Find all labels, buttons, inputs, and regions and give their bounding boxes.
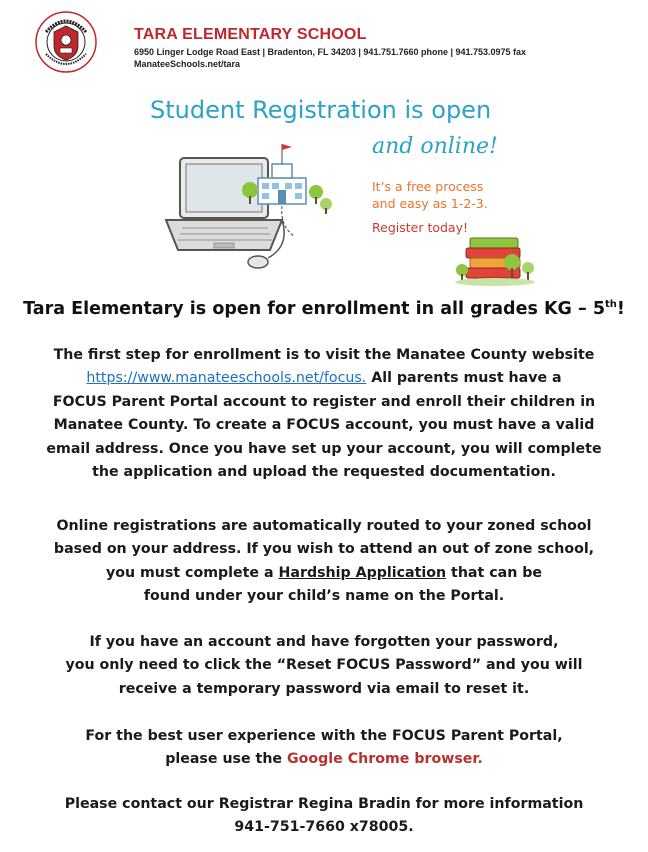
enrollment-instructions — [20, 344, 628, 484]
para1-line1: The first step for enrollment is to visit the Manatee County website — [53, 347, 595, 363]
browser-recommendation — [20, 725, 628, 772]
para3-line2: you only need to click the “Reset FOCUS Password” and you will — [65, 657, 583, 674]
para2-line4: found under your child’s name on the Portal. — [143, 588, 505, 605]
para4-line2 — [20, 748, 628, 771]
headline-end: ! — [616, 299, 625, 319]
banner-cta: Register today! — [372, 220, 468, 235]
para1-line6: the application and upload the requested documentation. — [92, 464, 556, 481]
para4-line2-pre: please use the — [165, 751, 287, 768]
para1-line4: Manatee County. To create a FOCUS account, you must have a valid — [53, 417, 595, 434]
headline-superscript: th — [605, 299, 617, 310]
password-reset-info — [20, 631, 628, 701]
school-seal-logo — [34, 10, 98, 74]
school-name: TARA ELEMENTARY SCHOOL — [134, 26, 367, 43]
headline-text: Tara Elementary is open for enrollment in all grades KG – 5 — [23, 299, 605, 319]
para1-line2-rest: All parents must have a — [366, 370, 562, 387]
para4-line1: For the best user experience with the FOCUS Parent Portal, — [85, 728, 563, 744]
banner-tagline-line1: It’s a free process — [372, 179, 484, 194]
school-website[interactable]: ManateeSchools.net/tara — [134, 59, 241, 69]
focus-portal-link[interactable]: https://www.manateeschools.net/focus. — [86, 370, 367, 387]
banner-tagline — [372, 178, 522, 212]
hardship-application-link[interactable]: Hardship Application — [278, 564, 447, 581]
letterhead — [26, 10, 626, 74]
para3-line3: receive a temporary password via email to reset it. — [118, 680, 530, 697]
chrome-browser-text: Google Chrome browser. — [287, 751, 483, 768]
para5-line1: Please contact our Registrar Regina Bradin for more information — [64, 796, 584, 812]
school-address: 6950 Linger Lodge Road East | Bradenton, FL 34203 | 941.751.7660 phone | 941.753.0975 fax — [134, 47, 527, 57]
registrar-phone: 941-751-7660 x78005. — [234, 819, 414, 836]
para2-line3 — [20, 562, 628, 585]
para1-line3: FOCUS Parent Portal account to register and enroll their children in — [52, 393, 596, 410]
zoning-information — [20, 515, 628, 609]
banner-subtitle: and online! — [372, 134, 498, 159]
para2-line3-post: that can be — [446, 564, 543, 581]
page-headline — [0, 299, 648, 319]
para1-line5: email address. Once you have set up your account, you will complete — [46, 440, 602, 457]
para2-line2: based on your address. If you wish to attend an out of zone school, — [53, 541, 595, 558]
para1-line2 — [20, 367, 628, 390]
para2-line3-pre: you must complete a — [105, 564, 279, 581]
registration-banner — [140, 86, 540, 296]
banner-tagline-line2: and easy as 1-2-3. — [372, 196, 488, 211]
banner-title: Student Registration is open — [150, 96, 492, 124]
registrar-contact — [20, 793, 628, 840]
para3-line1: If you have an account and have forgotten your password, — [89, 634, 559, 650]
para2-line1: Online registrations are automatically routed to your zoned school — [56, 518, 592, 534]
